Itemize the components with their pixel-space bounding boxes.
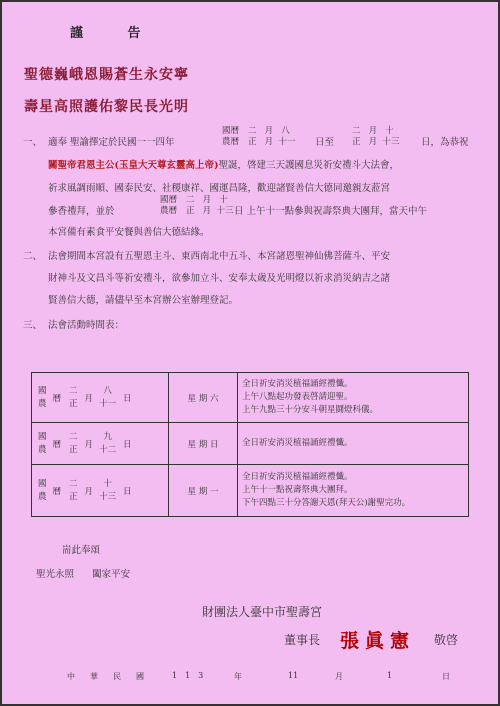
footer-date-min: 民 <box>113 672 121 681</box>
section2-line3: 賢善信大德，請儘早至本宮辦公室辦理登記。 <box>48 295 239 306</box>
footer-date-ri: 日 <box>442 672 450 681</box>
footer-date-year: 113 <box>172 671 212 680</box>
date2: 二 月 十 正 月 十三 <box>352 126 400 147</box>
calendar-labels-2: 國曆 農曆 <box>160 195 178 216</box>
footer-date-nian: 年 <box>234 672 242 681</box>
footer-date-hua: 華 <box>90 672 98 681</box>
section1-line3: 祈求風調雨順、國泰民安、社稷康祥、國運昌隆，歡迎諸賢善信大德同邀親友蒞宮 <box>48 183 391 194</box>
section3-number: 三、 <box>23 320 43 331</box>
signature-org: 財團法人臺中市聖壽宮 <box>202 605 323 619</box>
schedule-date: 國 農 曆 二 正 月 十 十三 日 <box>32 465 169 517</box>
footer-date-month: 11 <box>288 671 299 680</box>
calendar-labels: 國曆 農曆 <box>222 126 240 147</box>
closing-line1: 耑此奉頌 <box>62 545 101 556</box>
footer-date-day: 1 <box>387 671 393 680</box>
deity-name: 關聖帝君恩主公(玉皇大天尊玄靈高上帝) <box>48 160 219 171</box>
schedule-date: 國 農 曆 二 正 月 八 十一 日 <box>32 373 169 423</box>
section1-line4-post: 日 上午十一點參與祝壽祭典大團拜，當天中午 <box>234 206 428 217</box>
schedule-events: 全日祈安消災植福誦經禮懺。 <box>238 423 469 465</box>
section1-line1-end: 日，為恭祝 <box>421 137 469 148</box>
schedule-table <box>31 372 469 517</box>
date1: 二 月 八 正 月 十一 <box>248 126 296 147</box>
section1-line2: 關聖帝君恩主公(玉皇大天尊玄靈高上帝)聖誕，啓建三天護國息災祈安禮斗大法會， <box>48 160 400 171</box>
schedule-events: 全日祈安消災植福誦經禮懺。 上午十一點祝壽祭典大團拜。 下午四點三十分答謝天恩(拜天公)謝聖完功。 <box>238 465 469 517</box>
notice-title: 謹 告 <box>70 26 161 41</box>
signature-name: 張眞憲 <box>340 630 416 652</box>
footer-date-zhong: 中 <box>67 672 75 681</box>
section2-line2: 財神斗及文昌斗等祈安禮斗，欲參加立斗、安奉太歲及光明燈以祈求消災納吉之諸 <box>48 273 391 284</box>
section3-title: 法會活動時間表： <box>48 320 125 331</box>
schedule-row <box>32 465 469 517</box>
section2-line1: 法會期間本宮設有五聖恩主斗、東西南北中五斗、本宮諸恩聖神仙佛菩薩斗、平安 <box>48 251 391 262</box>
schedule-row <box>32 373 469 423</box>
schedule-weekday: 星 期 六 <box>169 373 238 423</box>
headline-2: 壽星高照護佑黎民長光明 <box>24 99 189 115</box>
date-range-to: 日至 <box>315 137 335 148</box>
section1-intro: 適奉 聖諭擇定於民國一一四年 <box>48 137 175 148</box>
section1-line4-pre: 參香禮拜，並於 <box>48 206 115 217</box>
schedule-row <box>32 423 469 465</box>
schedule-weekday: 星 期 一 <box>169 465 238 517</box>
section2-number: 二、 <box>23 251 43 262</box>
signature-role: 董事長 <box>284 633 321 647</box>
footer-date-yue: 月 <box>335 672 343 681</box>
schedule-weekday: 星 期 日 <box>169 423 238 465</box>
closing-line2: 聖光永照 闔家平安 <box>36 569 131 580</box>
date3: 二 月 十 正 月 十三 <box>186 195 234 216</box>
footer-date-guo: 國 <box>136 672 144 681</box>
schedule-date: 國 農 曆 二 正 月 九 十二 日 <box>32 423 169 465</box>
section1-line5: 本宮備有素食平安餐與善信大德結緣。 <box>48 227 210 238</box>
section1-number: 一、 <box>23 137 43 148</box>
headline-1: 聖德巍峨恩賜蒼生永安寧 <box>24 67 189 83</box>
schedule-events: 全日祈安消災植福誦經禮懺。 上午八點起功發表啓請迎聖。 上午九點三十分安斗朝星鬪燈科儀。 <box>238 373 469 423</box>
signature-respect: 敬啓 <box>434 633 459 647</box>
